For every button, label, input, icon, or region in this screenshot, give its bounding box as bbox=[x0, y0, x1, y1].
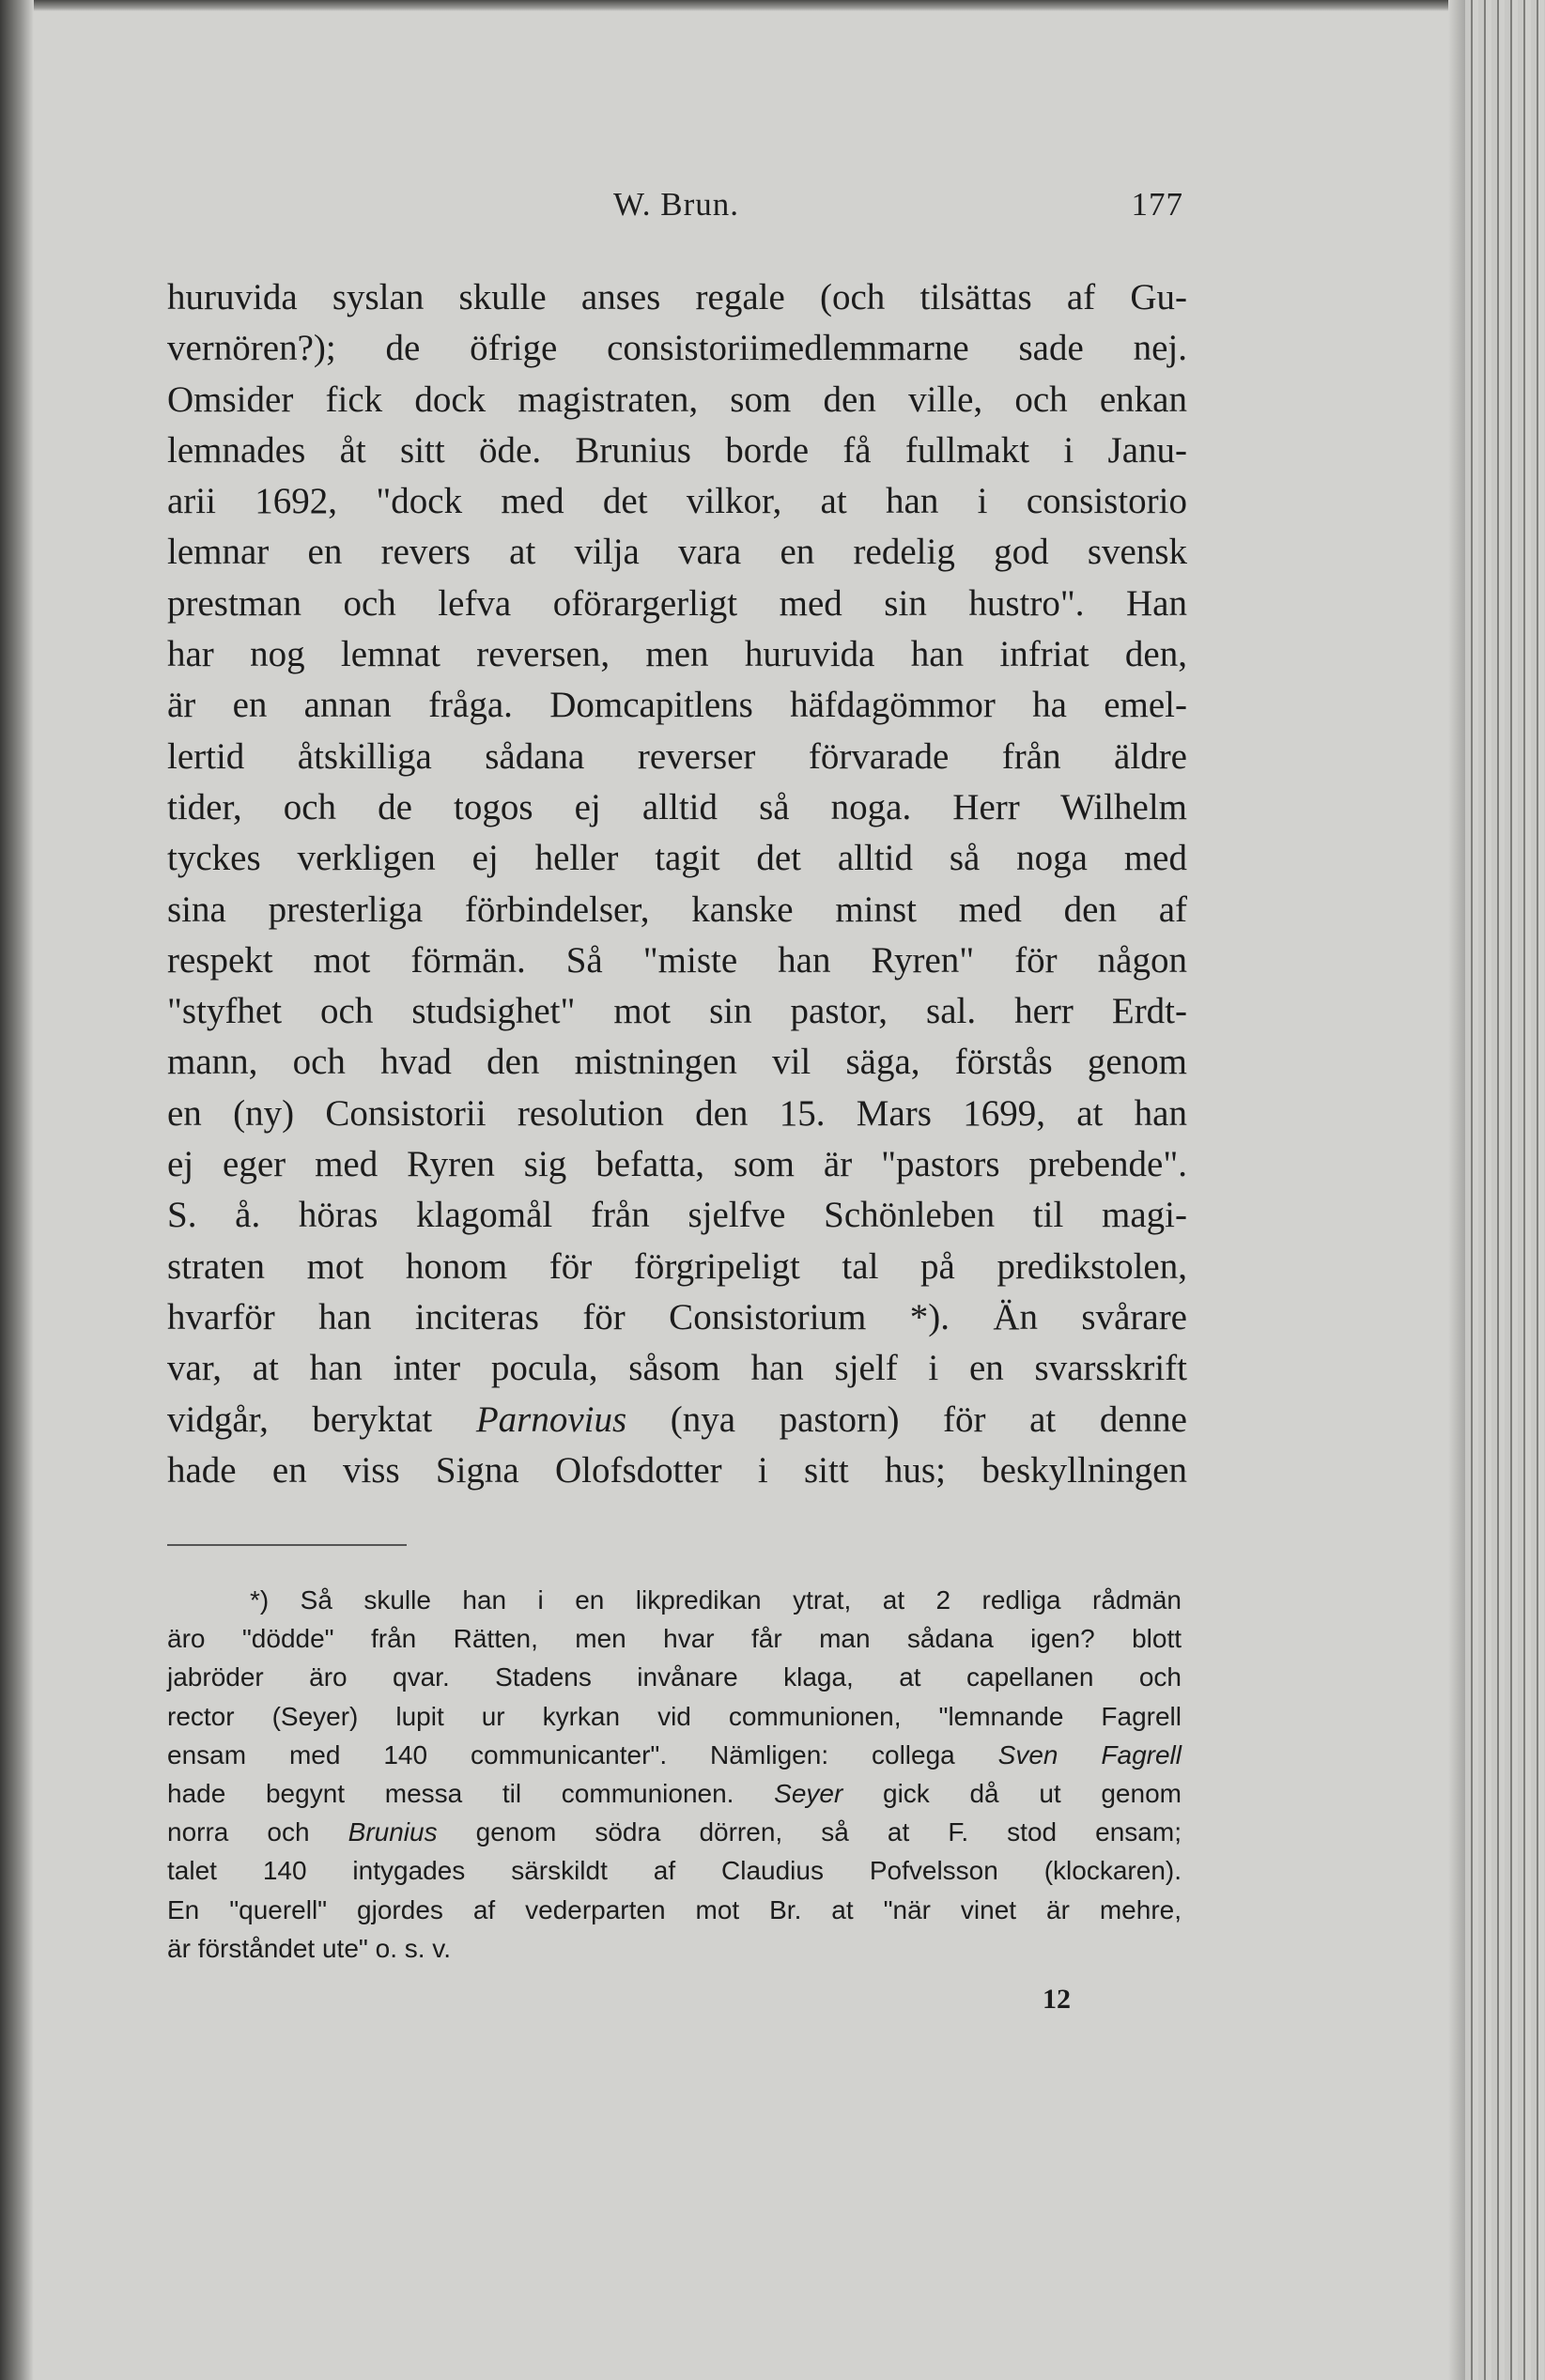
body-line: vidgår, beryktat Parnovius (nya pastorn) för at denne bbox=[167, 1399, 1187, 1440]
body-line: "styfhet och studsighet" mot sin pastor, sal. herr Erdt- bbox=[167, 991, 1187, 1032]
footnote-line: ensam med 140 communicanter". Nämligen: collega Sven Fagrell bbox=[167, 1739, 1182, 1770]
body-line: en (ny) Consistorii resolution den 15. Mars 1699, at han bbox=[167, 1092, 1187, 1134]
body-line: är en annan fråga. Domcapitlens häfdagömmor ha emel- bbox=[167, 685, 1187, 726]
binding-shadow bbox=[0, 0, 34, 2380]
body-line: tyckes verkligen ej heller tagit det alltid så noga med bbox=[167, 838, 1187, 879]
body-line: respekt mot förmän. Så "miste han Ryren" för någon bbox=[167, 939, 1187, 981]
footnote-line: hade begynt messa til communionen. Seyer gick då ut genom bbox=[167, 1778, 1182, 1808]
body-line: har nog lemnat reversen, men huruvida han infriat den, bbox=[167, 634, 1187, 675]
body-line: straten mot honom för förgripeligt tal på predikstolen, bbox=[167, 1245, 1187, 1287]
body-line: ej eger med Ryren sig befatta, som är "pastors prebende". bbox=[167, 1144, 1187, 1185]
page-top-edge bbox=[0, 0, 1545, 11]
footnote-line: norra och Brunius genom södra dörren, så at F. stod ensam; bbox=[167, 1817, 1182, 1847]
page-header bbox=[169, 186, 1183, 242]
body-line: prestman och lefva oförargerligt med sin hustro". Han bbox=[167, 582, 1187, 624]
footnote-line: talet 140 intygades särskildt af Claudius Pofvelsson (klockaren). bbox=[167, 1856, 1182, 1886]
body-line: Omsider fick dock magistraten, som den ville, och enkan bbox=[167, 379, 1187, 420]
body-line: lemnar en revers at vilja vara en redelig god svensk bbox=[167, 532, 1187, 573]
running-head: W. Brun. bbox=[612, 186, 740, 223]
footnote-line: En "querell" gjordes af vederparten mot Br. at "när vinet är mehre, bbox=[167, 1894, 1182, 1924]
body-line: vernören?); de öfrige consistoriimedlemmarne sade nej. bbox=[167, 328, 1187, 369]
footnote-line: *) Så skulle han i en likpredikan ytrat, at 2 redliga rådmän bbox=[250, 1585, 1182, 1615]
footnote-rule bbox=[167, 1544, 407, 1546]
page-fore-edge bbox=[1465, 0, 1545, 2380]
footnote bbox=[167, 1581, 1182, 1968]
body-line: sina presterliga förbindelser, kanske minst med den af bbox=[167, 889, 1187, 930]
body-line: lertid åtskilliga sådana reverser förvarade från äldre bbox=[167, 735, 1187, 777]
footnote-line: rector (Seyer) lupit ur kyrkan vid communionen, "lemnande Fagrell bbox=[167, 1701, 1182, 1731]
footnote-line: jabröder äro qvar. Stadens invånare klaga, at capellanen och bbox=[167, 1662, 1182, 1692]
footnote-line: är förståndet ute" o. s. v. bbox=[167, 1933, 452, 1963]
body-line: mann, och hvad den mistningen vil säga, förstås genom bbox=[167, 1042, 1187, 1083]
page-number: 177 bbox=[1131, 186, 1183, 223]
body-line: arii 1692, "dock med det vilkor, at han i consistorio bbox=[167, 481, 1187, 522]
body-line: lemnades åt sitt öde. Brunius borde få fullmakt i Janu- bbox=[167, 429, 1187, 471]
body-text bbox=[167, 272, 1187, 1496]
footnote-line: äro "dödde" från Rätten, men hvar får man sådana igen? blott bbox=[167, 1624, 1182, 1654]
body-line: var, at han inter pocula, såsom han sjelf i en svarsskrift bbox=[167, 1348, 1187, 1389]
signature-mark: 12 bbox=[1043, 1984, 1071, 2015]
body-line: S. å. höras klagomål från sjelfve Schönleben til magi- bbox=[167, 1195, 1187, 1236]
body-line: hvarför han inciteras för Consistorium *). Än svårare bbox=[167, 1296, 1187, 1337]
body-line: hade en viss Signa Olofsdotter i sitt hus; beskyllningen bbox=[167, 1449, 1187, 1491]
body-line: huruvida syslan skulle anses regale (och tilsättas af Gu- bbox=[167, 277, 1187, 317]
body-line: tider, och de togos ej alltid så noga. Herr Wilhelm bbox=[167, 786, 1187, 827]
page-fore-edge-shadow bbox=[1448, 0, 1465, 2380]
